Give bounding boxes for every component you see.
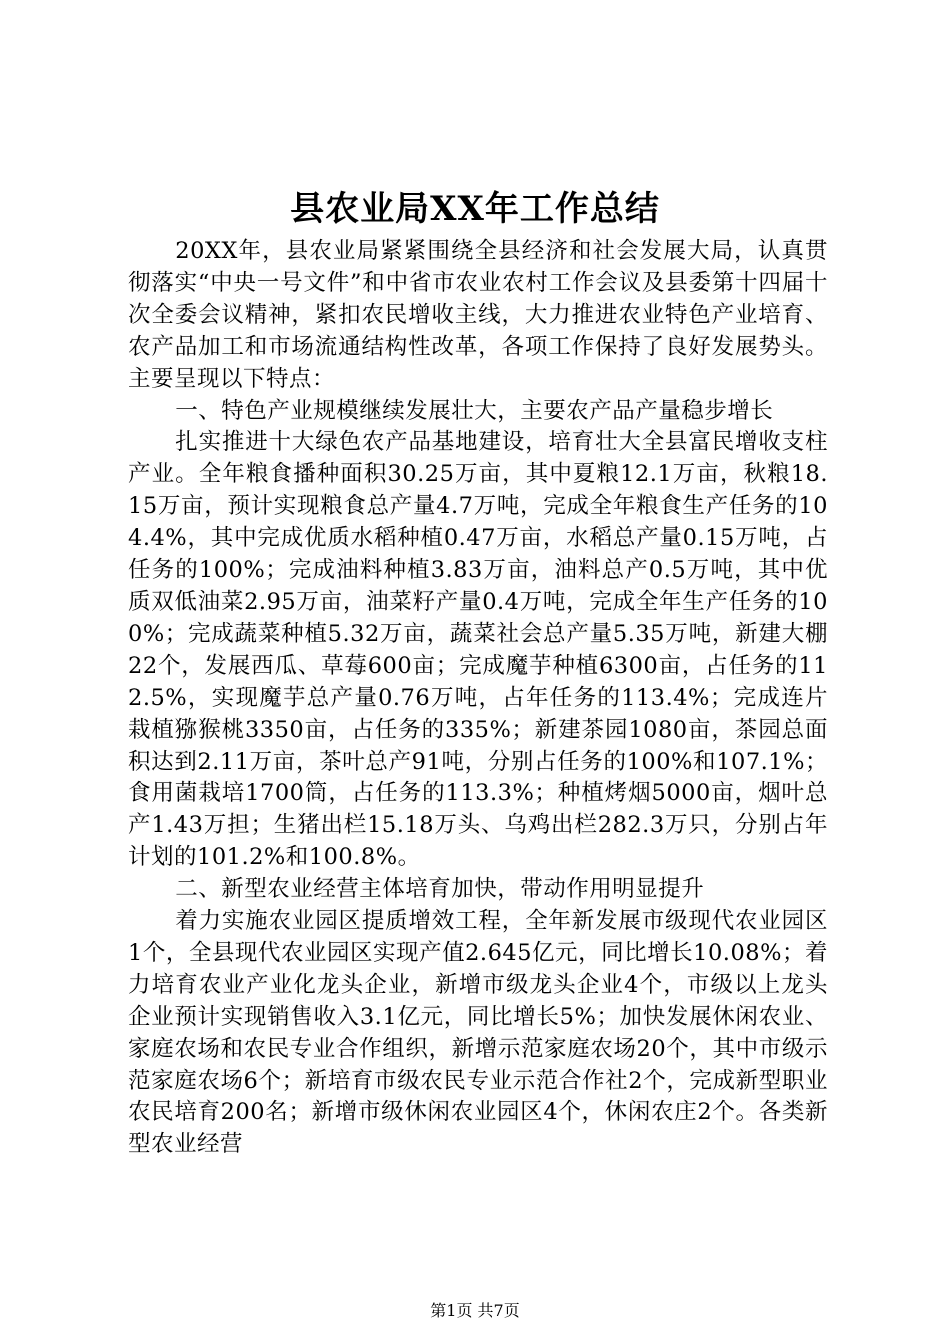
page-footer: 第1页 共7页: [430, 1301, 520, 1320]
section-heading-2: 二、新型农业经营主体培育加快，带动作用明显提升: [175, 876, 705, 903]
document-title: 县农业局XX年工作总结: [290, 189, 660, 229]
paragraph-section-1: 扎实推进十大绿色农产品基地建设，培育壮大全县富民增收支柱产业。全年粮食播种面积30.25万亩，其中夏粮12.1万亩，秋粮18.15万亩，预计实现粮食总产量4.7万吨，完成全年粮食生产任务的104.4%，其中完成优质水稻种植0.47万亩，水稻总产量0.15万吨，占任务的100%；完成油料种植3.83万亩，油料总产0.5万吨，其中优质双低油菜2.95万亩，油菜籽产量0.4万吨，完成全年生产任务的100%；完成蔬菜种植5.32万亩，蔬菜社会总产量5.35万吨，新建大棚22个，发展西瓜、草莓600亩；完成魔芋种植6300亩，占任务的112.5%，实现魔芋总产量0.76万吨，占年任务的113.4%；完成连片栽植猕猴桃3350亩，占任务的335%；新建茶园1080亩，茶园总面积达到2.11万亩，茶叶总产91吨，分别占任务的100%和107.1%；食用菌栽培1700筒，占任务的113.3%；种植烤烟5000亩，烟叶总产1.43万担；生猪出栏15.18万头、乌鸡出栏282.3万只，分别占年计划的101.2%和100.8%。: [128, 429, 828, 871]
paragraph-intro: 20XX年，县农业局紧紧围绕全县经济和社会发展大局，认真贯彻落实“中央一号文件”和中省市农业农村工作会议及县委第十四届十次全委会议精神，紧扣农民增收主线，大力推进农业特色产业培育、农产品加工和市场流通结构性改革，各项工作保持了良好发展势头。主要呈现以下特点：: [128, 238, 828, 392]
document-body: [128, 236, 828, 1161]
section-heading-1: 一、特色产业规模继续发展壮大，主要农产品产量稳步增长: [175, 397, 774, 424]
paragraph-section-2: 着力实施农业园区提质增效工程，全年新发展市级现代农业园区1个，全县现代农业园区实现产值2.645亿元，同比增长10.08%；着力培育农业产业化龙头企业，新增市级龙头企业4个，市级以上龙头企业预计实现销售收入3.1亿元，同比增长5%；加快发展休闲农业、家庭农场和农民专业合作组织，新增示范家庭农场20个，其中市级示范家庭农场6个；新培育市级农民专业示范合作社2个，完成新型职业农民培育200名；新增市级休闲农业园区4个，休闲农庄2个。各类新型农业经营: [128, 908, 828, 1158]
